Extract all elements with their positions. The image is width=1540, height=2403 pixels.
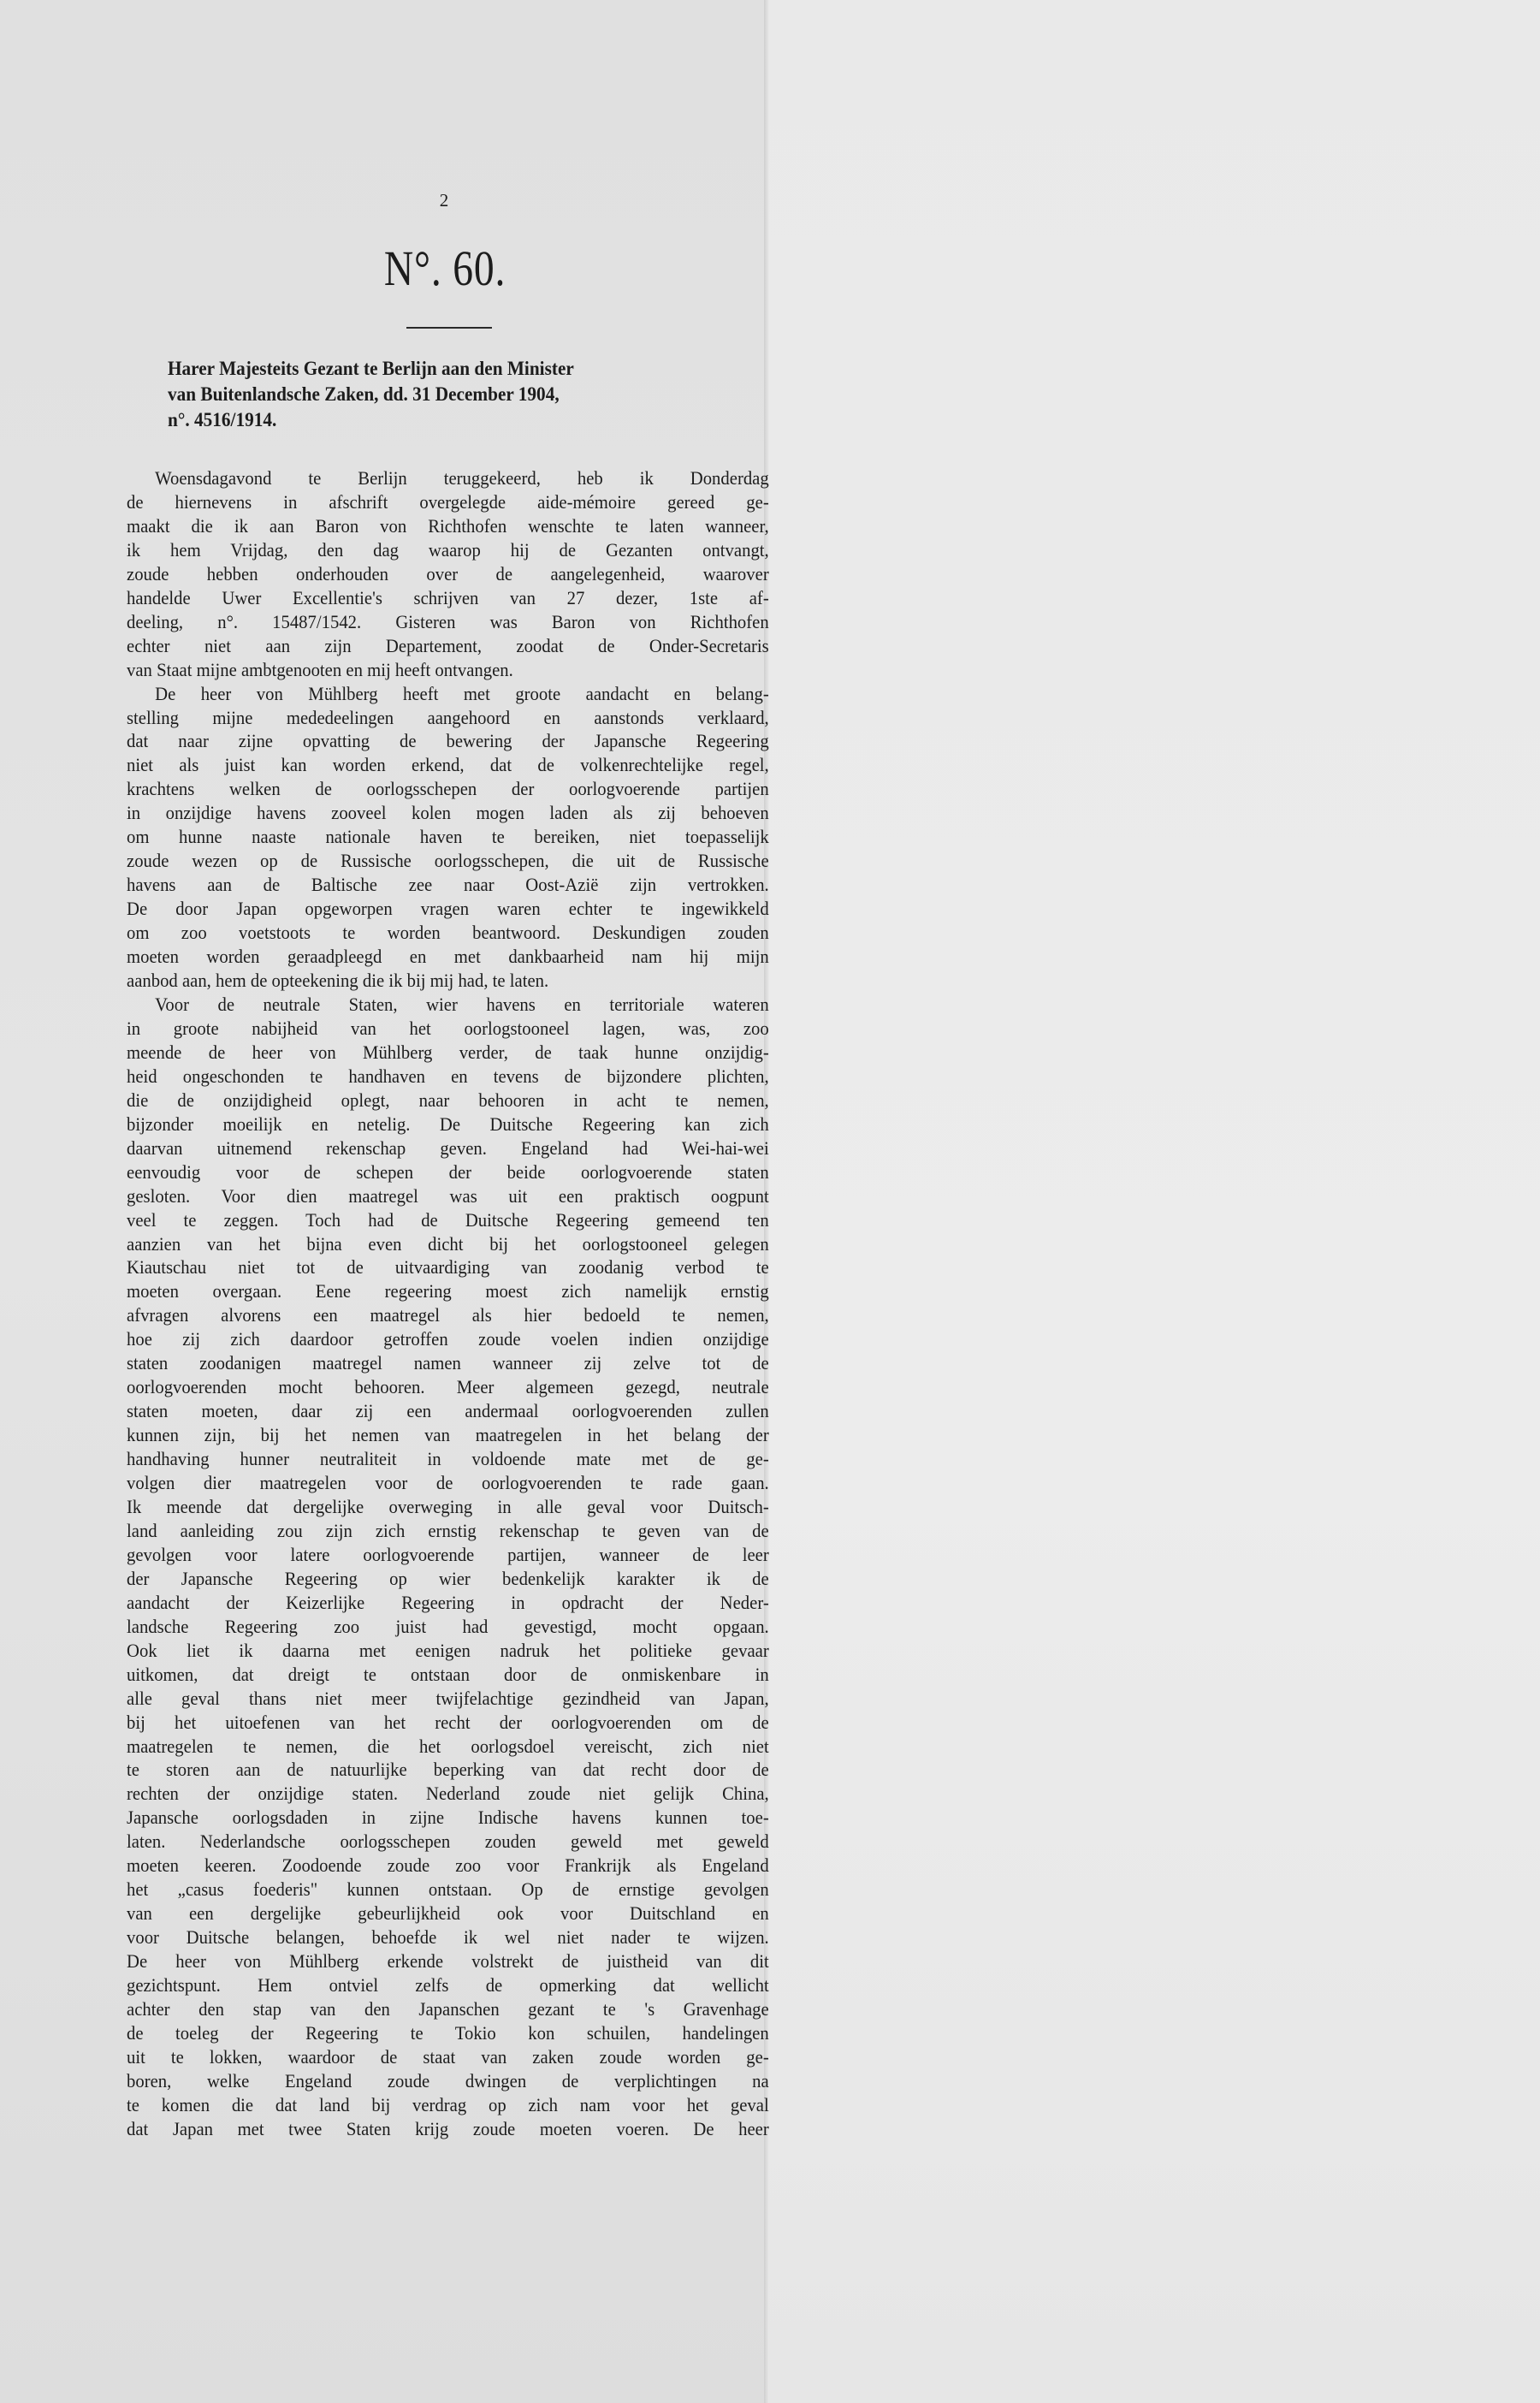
body-line: havens aan de Baltische zee naar Oost-Azië zijn vertrokken. [127, 874, 769, 896]
body-line: handelde Uwer Excellentie's schrijven van 27 dezer, 1ste af- [127, 586, 769, 608]
body-line: veel te zeggen. Toch had de Duitsche Regeering gemeend ten [127, 1208, 769, 1231]
body-line: in onzijdige havens zooveel kolen mogen laden als zij behoeven [127, 802, 769, 824]
body-line: moeten worden geraadpleegd en met dankbaarheid nam hij mijn [127, 946, 769, 968]
heading-line: n°. 4516/1914. [168, 409, 277, 430]
body-line: der Japansche Regeering op wier bedenkelijk karakter ik de [127, 1567, 769, 1589]
body-line: landsche Regeering zoo juist had gevestigd, mocht opgaan. [127, 1615, 769, 1637]
body-line: kunnen zijn, bij het nemen van maatregelen in het belang der [127, 1424, 769, 1446]
body-line: aanbod aan, hem de opteekening die ik bij mij had, te laten. [127, 970, 549, 992]
body-line: niet als juist kan worden erkend, dat de volkenrechtelijke regel, [127, 754, 769, 776]
body-line: om zoo voetstoots te worden beantwoord. Deskundigen zouden [127, 922, 769, 944]
body-line: bijzonder moeilijk en netelig. De Duitsche Regeering kan zich [127, 1112, 769, 1135]
page-number: 2 [439, 190, 449, 211]
body-line: boren, welke Engeland zoude dwingen de verplichtingen na [127, 2069, 769, 2092]
heading-line: Harer Majesteits Gezant te Berlijn aan den Minister [168, 358, 574, 379]
body-line: van een dergelijke gebeurlijkheid ook voor Duitschland en [127, 1902, 769, 1925]
body-line: voor Duitsche belangen, behoefde ik wel niet nader te wijzen. [127, 1926, 769, 1949]
right-page-blank [769, 0, 1540, 2403]
body-line: uitkomen, dat dreigt te ontstaan door de onmiskenbare in [127, 1663, 769, 1685]
body-line: Woensdagavond te Berlijn teruggekeerd, heb ik Donderdag [155, 467, 769, 489]
body-line: hoe zij zich daardoor getroffen zoude voelen indien onzijdige [127, 1328, 769, 1350]
body-line: bij het uitoefenen van het recht der oorlogvoerenden om de [127, 1711, 769, 1733]
body-line: de toeleg der Regeering te Tokio kon schuilen, handelingen [127, 2021, 769, 2044]
body-line: Japansche oorlogsdaden in zijne Indische havens kunnen toe- [127, 1807, 769, 1829]
letter-heading [168, 356, 722, 433]
body-line: dat Japan met twee Staten krijg zoude moeten voeren. De heer [127, 2117, 769, 2139]
document-number: N°. 60. [383, 240, 506, 296]
body-line: te komen die dat land bij verdrag op zich nam voor het geval [127, 2093, 769, 2115]
body-line: achter den stap van den Japanschen gezant te 's Gravenhage [127, 1998, 769, 2020]
body-line: oorlogvoerenden mocht behooren. Meer algemeen gezegd, neutrale [127, 1376, 769, 1398]
body-line: het „casus foederis" kunnen ontstaan. Op de ernstige gevolgen [127, 1878, 769, 1901]
title-divider [406, 327, 492, 329]
body-line: stelling mijne mededeelingen aangehoord en aanstonds verklaard, [127, 706, 769, 728]
body-line: zoude wezen op de Russische oorlogsschepen, die uit de Russische [127, 850, 769, 872]
body-line: de hiernevens in afschrift overgelegde aide-mémoire gereed ge- [127, 490, 769, 513]
body-line: aanzien van het bijna even dicht bij het oorlogstooneel gelegen [127, 1232, 769, 1255]
body-line: moeten overgaan. Eene regeering moest zich namelijk ernstig [127, 1280, 769, 1302]
body-line: volgen dier maatregelen voor de oorlogvoerenden te rade gaan. [127, 1472, 769, 1494]
body-line: te storen aan de natuurlijke beperking van dat recht door de [127, 1759, 769, 1781]
body-line: maakt die ik aan Baron von Richthofen wenschte te laten wanneer, [127, 514, 769, 537]
body-line: eenvoudig voor de schepen der beide oorlogvoerende staten [127, 1160, 769, 1183]
body-line: in groote nabijheid van het oorlogstooneel lagen, was, zoo [127, 1017, 769, 1039]
body-line: die de onzijdigheid oplegt, naar behooren in acht te nemen, [127, 1089, 769, 1111]
body-line: Ik meende dat dergelijke overweging in alle geval voor Duitsch- [127, 1495, 769, 1517]
body-line: meende de heer von Mühlberg verder, de taak hunne onzijdig- [127, 1041, 769, 1063]
body-line: laten. Nederlandsche oorlogsschepen zouden geweld met geweld [127, 1830, 769, 1853]
body-line: staten zoodanigen maatregel namen wanneer zij zelve tot de [127, 1352, 769, 1374]
body-line: deeling, n°. 15487/1542. Gisteren was Baron von Richthofen [127, 610, 769, 632]
body-line: zoude hebben onderhouden over de aangelegenheid, waarover [127, 562, 769, 584]
body-line: rechten der onzijdige staten. Nederland zoude niet gelijk China, [127, 1783, 769, 1805]
body-line: handhaving hunner neutraliteit in voldoende mate met de ge- [127, 1448, 769, 1470]
letter-body [127, 466, 769, 2141]
body-line: uit te lokken, waardoor de staat van zaken zoude worden ge- [127, 2045, 769, 2068]
body-line: van Staat mijne ambtgenooten en mij heeft ontvangen. [127, 658, 513, 680]
body-line: De heer von Mühlberg erkende volstrekt de juistheid van dit [127, 1950, 769, 1973]
body-line: aandacht der Keizerlijke Regeering in opdracht der Neder- [127, 1591, 769, 1613]
body-line: echter niet aan zijn Departement, zoodat de Onder-Secretaris [127, 634, 769, 656]
body-line: land aanleiding zou zijn zich ernstig rekenschap te geven van de [127, 1519, 769, 1541]
body-line: krachtens welken de oorlogsschepen der oorlogvoerende partijen [127, 778, 769, 800]
body-line: ik hem Vrijdag, den dag waarop hij de Gezanten ontvangt, [127, 538, 769, 561]
body-line: gevolgen voor latere oorlogvoerende partijen, wanneer de leer [127, 1543, 769, 1565]
body-line: Voor de neutrale Staten, wier havens en territoriale wateren [155, 993, 769, 1015]
body-line: heid ongeschonden te handhaven en tevens de bijzondere plichten, [127, 1065, 769, 1087]
body-line: Ook liet ik daarna met eenigen nadruk het politieke gevaar [127, 1639, 769, 1661]
body-line: De door Japan opgeworpen vragen waren echter te ingewikkeld [127, 898, 769, 920]
body-line: staten moeten, daar zij een andermaal oorlogvoerenden zullen [127, 1400, 769, 1422]
body-line: afvragen alvorens een maatregel als hier bedoeld te nemen, [127, 1304, 769, 1326]
body-line: gesloten. Voor dien maatregel was uit een praktisch oogpunt [127, 1184, 769, 1207]
body-line: De heer von Mühlberg heeft met groote aandacht en belang- [155, 682, 769, 704]
body-line: maatregelen te nemen, die het oorlogsdoel vereischt, zich niet [127, 1735, 769, 1757]
body-line: moeten keeren. Zoodoende zoude zoo voor Frankrijk als Engeland [127, 1854, 769, 1877]
body-line: om hunne naaste nationale haven te bereiken, niet toepasselijk [127, 826, 769, 848]
body-line: dat naar zijne opvatting de bewering der Japansche Regeering [127, 730, 769, 752]
heading-line: van Buitenlandsche Zaken, dd. 31 December 1904, [168, 383, 560, 405]
body-line: alle geval thans niet meer twijfelachtige gezindheid van Japan, [127, 1687, 769, 1709]
body-line: daarvan uitnemend rekenschap geven. Engeland had Wei-hai-wei [127, 1136, 769, 1159]
body-line: gezichtspunt. Hem ontviel zelfs de opmerking dat wellicht [127, 1974, 769, 1997]
body-line: Kiautschau niet tot de uitvaardiging van zoodanig verbod te [127, 1256, 769, 1279]
